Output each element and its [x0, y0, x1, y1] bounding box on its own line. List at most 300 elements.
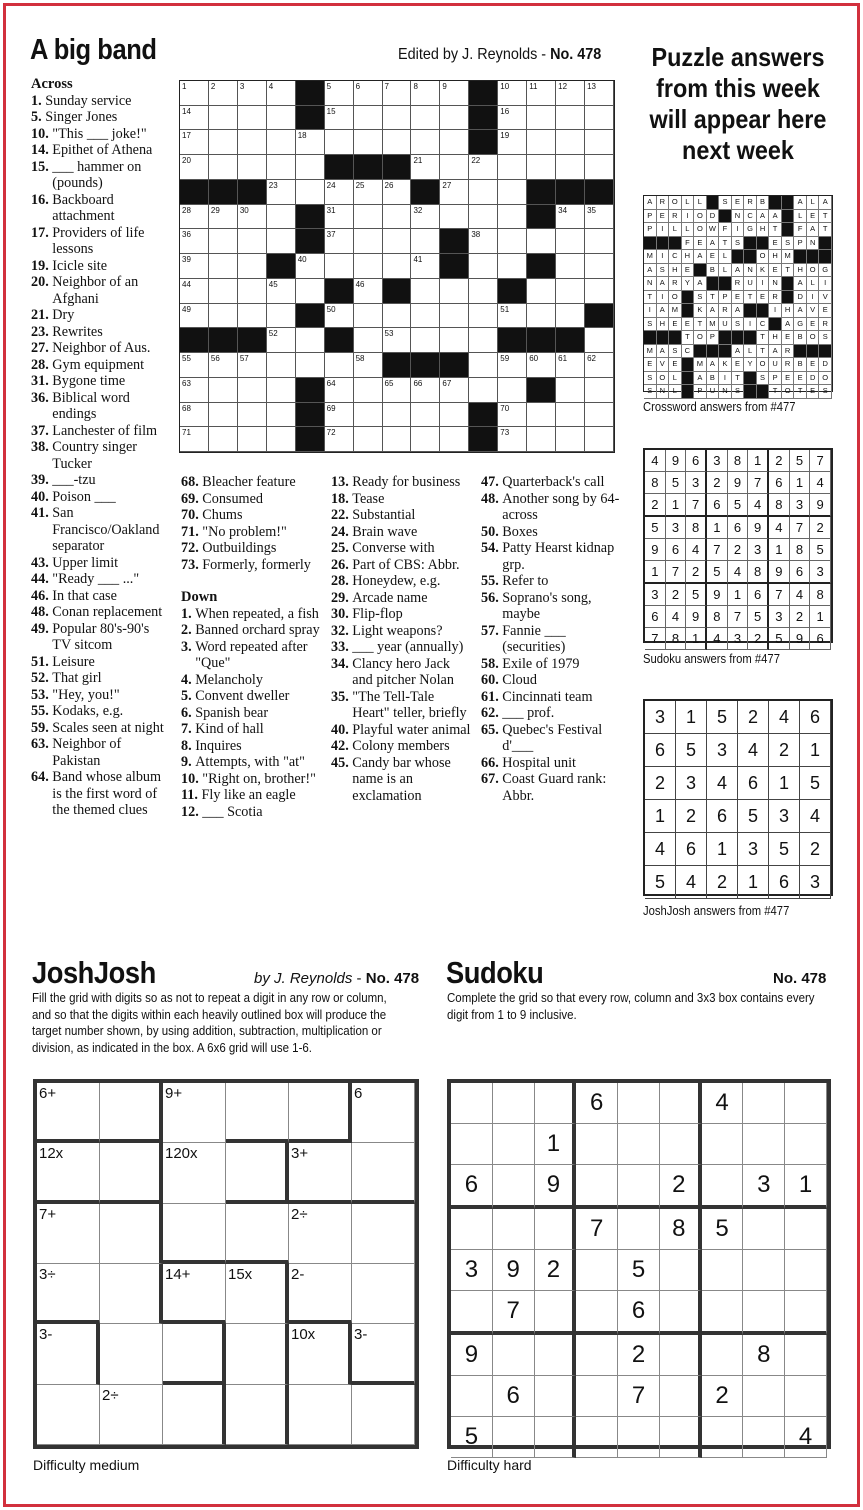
sudoku-cell[interactable]	[618, 1209, 660, 1250]
crossword-cell[interactable]	[325, 403, 354, 428]
crossword-cell[interactable]	[411, 106, 440, 131]
sudoku-cell[interactable]: 5	[618, 1250, 660, 1291]
joshjosh-cell[interactable]	[100, 1264, 163, 1324]
joshjosh-cell[interactable]	[289, 1385, 352, 1445]
crossword-cell[interactable]	[325, 304, 354, 329]
crossword-cell[interactable]	[209, 403, 238, 428]
crossword-cell[interactable]	[411, 279, 440, 304]
joshjosh-cell[interactable]	[37, 1083, 100, 1143]
crossword-cell[interactable]	[585, 81, 614, 106]
sudoku-cell[interactable]	[618, 1417, 660, 1458]
sudoku-cell[interactable]: 9	[535, 1165, 577, 1209]
crossword-cell[interactable]	[556, 279, 585, 304]
crossword-cell[interactable]	[498, 229, 527, 254]
crossword-cell[interactable]	[498, 180, 527, 205]
joshjosh-cell[interactable]	[289, 1324, 352, 1384]
crossword-cell[interactable]	[585, 427, 614, 452]
sudoku-cell[interactable]: 7	[618, 1376, 660, 1417]
sudoku-cell[interactable]: 8	[743, 1335, 785, 1376]
crossword-cell[interactable]	[411, 130, 440, 155]
joshjosh-cell[interactable]	[37, 1204, 100, 1264]
crossword-cell[interactable]	[585, 279, 614, 304]
crossword-cell[interactable]	[296, 328, 325, 353]
crossword-cell[interactable]	[354, 81, 383, 106]
crossword-cell[interactable]	[238, 130, 267, 155]
crossword-cell[interactable]	[383, 205, 412, 230]
crossword-cell[interactable]	[411, 304, 440, 329]
crossword-cell[interactable]	[209, 353, 238, 378]
crossword-cell[interactable]	[267, 229, 296, 254]
crossword-cell[interactable]	[267, 378, 296, 403]
sudoku-cell[interactable]	[743, 1376, 785, 1417]
sudoku-cell[interactable]: 4	[702, 1083, 744, 1124]
crossword-cell[interactable]	[354, 130, 383, 155]
crossword-cell[interactable]	[469, 155, 498, 180]
crossword-cell[interactable]	[209, 130, 238, 155]
crossword-cell[interactable]	[296, 353, 325, 378]
crossword-cell[interactable]	[527, 81, 556, 106]
crossword-cell[interactable]	[585, 328, 614, 353]
crossword-cell[interactable]	[469, 180, 498, 205]
crossword-cell[interactable]	[267, 353, 296, 378]
sudoku-cell[interactable]	[702, 1124, 744, 1165]
crossword-cell[interactable]	[527, 353, 556, 378]
crossword-cell[interactable]	[209, 304, 238, 329]
crossword-cell[interactable]	[440, 304, 469, 329]
crossword-cell[interactable]	[383, 403, 412, 428]
crossword-cell[interactable]	[440, 328, 469, 353]
joshjosh-cell[interactable]	[37, 1264, 100, 1324]
crossword-cell[interactable]	[556, 304, 585, 329]
crossword-cell[interactable]	[469, 229, 498, 254]
crossword-cell[interactable]	[354, 353, 383, 378]
sudoku-cell[interactable]	[702, 1165, 744, 1209]
sudoku-cell[interactable]	[660, 1291, 702, 1335]
crossword-cell[interactable]	[267, 279, 296, 304]
sudoku-cell[interactable]	[702, 1291, 744, 1335]
sudoku-cell[interactable]	[743, 1250, 785, 1291]
crossword-cell[interactable]	[556, 106, 585, 131]
sudoku-cell[interactable]: 8	[660, 1209, 702, 1250]
crossword-cell[interactable]	[383, 427, 412, 452]
crossword-cell[interactable]	[556, 81, 585, 106]
crossword-cell[interactable]	[180, 106, 209, 131]
joshjosh-cell[interactable]	[100, 1083, 163, 1143]
sudoku-cell[interactable]	[743, 1124, 785, 1165]
crossword-cell[interactable]	[238, 353, 267, 378]
sudoku-cell[interactable]	[785, 1376, 827, 1417]
crossword-cell[interactable]	[267, 106, 296, 131]
crossword-cell[interactable]	[209, 378, 238, 403]
crossword-cell[interactable]	[383, 378, 412, 403]
crossword-cell[interactable]	[267, 427, 296, 452]
crossword-cell[interactable]	[585, 205, 614, 230]
sudoku-cell[interactable]	[660, 1335, 702, 1376]
crossword-cell[interactable]	[180, 304, 209, 329]
crossword-cell[interactable]	[498, 427, 527, 452]
crossword-cell[interactable]	[469, 353, 498, 378]
crossword-cell[interactable]	[556, 353, 585, 378]
crossword-cell[interactable]	[411, 427, 440, 452]
sudoku-cell[interactable]	[535, 1376, 577, 1417]
crossword-cell[interactable]	[180, 229, 209, 254]
crossword-cell[interactable]	[556, 205, 585, 230]
crossword-cell[interactable]	[498, 403, 527, 428]
crossword-cell[interactable]	[383, 81, 412, 106]
crossword-cell[interactable]	[209, 81, 238, 106]
joshjosh-cell[interactable]	[226, 1324, 289, 1384]
joshjosh-cell[interactable]	[163, 1143, 226, 1203]
sudoku-cell[interactable]	[451, 1376, 493, 1417]
crossword-cell[interactable]	[498, 304, 527, 329]
crossword-cell[interactable]	[411, 378, 440, 403]
sudoku-cell[interactable]	[576, 1376, 618, 1417]
crossword-cell[interactable]	[209, 106, 238, 131]
crossword-cell[interactable]	[585, 353, 614, 378]
crossword-cell[interactable]	[469, 205, 498, 230]
crossword-cell[interactable]	[585, 403, 614, 428]
sudoku-cell[interactable]: 2	[660, 1165, 702, 1209]
sudoku-cell[interactable]	[576, 1165, 618, 1209]
crossword-cell[interactable]	[383, 180, 412, 205]
crossword-cell[interactable]	[354, 180, 383, 205]
joshjosh-grid[interactable]	[33, 1079, 419, 1449]
sudoku-cell[interactable]	[618, 1083, 660, 1124]
joshjosh-cell[interactable]	[163, 1083, 226, 1143]
crossword-cell[interactable]	[411, 403, 440, 428]
crossword-cell[interactable]	[383, 254, 412, 279]
sudoku-cell[interactable]	[743, 1291, 785, 1335]
crossword-cell[interactable]	[325, 130, 354, 155]
joshjosh-cell[interactable]	[352, 1083, 415, 1143]
crossword-cell[interactable]	[469, 328, 498, 353]
crossword-cell[interactable]	[238, 378, 267, 403]
sudoku-cell[interactable]	[451, 1291, 493, 1335]
crossword-cell[interactable]	[296, 254, 325, 279]
sudoku-cell[interactable]: 7	[576, 1209, 618, 1250]
sudoku-cell[interactable]	[660, 1124, 702, 1165]
crossword-cell[interactable]	[238, 155, 267, 180]
crossword-cell[interactable]	[527, 279, 556, 304]
sudoku-cell[interactable]	[493, 1124, 535, 1165]
crossword-cell[interactable]	[180, 427, 209, 452]
sudoku-cell[interactable]: 2	[618, 1335, 660, 1376]
sudoku-cell[interactable]	[785, 1335, 827, 1376]
joshjosh-cell[interactable]	[226, 1385, 289, 1445]
crossword-cell[interactable]	[180, 403, 209, 428]
crossword-cell[interactable]	[440, 427, 469, 452]
crossword-cell[interactable]	[354, 378, 383, 403]
crossword-cell[interactable]	[585, 130, 614, 155]
crossword-cell[interactable]	[383, 106, 412, 131]
crossword-cell[interactable]	[267, 130, 296, 155]
crossword-cell[interactable]	[238, 427, 267, 452]
crossword-cell[interactable]	[209, 254, 238, 279]
crossword-cell[interactable]	[527, 427, 556, 452]
sudoku-cell[interactable]	[660, 1250, 702, 1291]
sudoku-cell[interactable]	[785, 1250, 827, 1291]
crossword-cell[interactable]	[585, 378, 614, 403]
sudoku-cell[interactable]	[660, 1417, 702, 1458]
sudoku-cell[interactable]	[451, 1124, 493, 1165]
crossword-cell[interactable]	[238, 106, 267, 131]
crossword-cell[interactable]	[585, 229, 614, 254]
sudoku-cell[interactable]	[702, 1335, 744, 1376]
crossword-cell[interactable]	[209, 229, 238, 254]
joshjosh-cell[interactable]	[289, 1204, 352, 1264]
crossword-cell[interactable]	[383, 328, 412, 353]
sudoku-cell[interactable]: 4	[785, 1417, 827, 1458]
crossword-cell[interactable]	[440, 205, 469, 230]
sudoku-cell[interactable]	[785, 1209, 827, 1250]
crossword-grid[interactable]	[179, 80, 615, 453]
joshjosh-cell[interactable]	[352, 1385, 415, 1445]
crossword-cell[interactable]	[498, 106, 527, 131]
crossword-cell[interactable]	[383, 229, 412, 254]
crossword-cell[interactable]	[354, 328, 383, 353]
crossword-cell[interactable]	[238, 279, 267, 304]
crossword-cell[interactable]	[498, 81, 527, 106]
crossword-cell[interactable]	[498, 353, 527, 378]
sudoku-cell[interactable]	[618, 1124, 660, 1165]
crossword-cell[interactable]	[469, 304, 498, 329]
sudoku-cell[interactable]	[535, 1083, 577, 1124]
sudoku-cell[interactable]	[743, 1083, 785, 1124]
sudoku-cell[interactable]: 5	[702, 1209, 744, 1250]
sudoku-cell[interactable]	[493, 1165, 535, 1209]
sudoku-cell[interactable]	[702, 1250, 744, 1291]
crossword-cell[interactable]	[585, 155, 614, 180]
crossword-cell[interactable]	[498, 205, 527, 230]
sudoku-cell[interactable]	[576, 1291, 618, 1335]
crossword-cell[interactable]	[325, 205, 354, 230]
sudoku-grid[interactable]	[447, 1079, 831, 1449]
crossword-cell[interactable]	[180, 130, 209, 155]
crossword-cell[interactable]	[383, 130, 412, 155]
crossword-cell[interactable]	[469, 378, 498, 403]
crossword-cell[interactable]	[498, 254, 527, 279]
sudoku-cell[interactable]: 5	[451, 1417, 493, 1458]
crossword-cell[interactable]	[585, 254, 614, 279]
crossword-cell[interactable]	[325, 180, 354, 205]
crossword-cell[interactable]	[354, 205, 383, 230]
joshjosh-cell[interactable]	[352, 1143, 415, 1203]
crossword-cell[interactable]	[556, 378, 585, 403]
sudoku-cell[interactable]: 6	[493, 1376, 535, 1417]
joshjosh-cell[interactable]	[37, 1385, 100, 1445]
joshjosh-cell[interactable]	[100, 1385, 163, 1445]
crossword-cell[interactable]	[440, 378, 469, 403]
crossword-cell[interactable]	[354, 403, 383, 428]
crossword-cell[interactable]	[411, 254, 440, 279]
crossword-cell[interactable]	[556, 403, 585, 428]
crossword-cell[interactable]	[527, 403, 556, 428]
sudoku-cell[interactable]: 1	[535, 1124, 577, 1165]
sudoku-cell[interactable]	[660, 1083, 702, 1124]
crossword-cell[interactable]	[440, 130, 469, 155]
sudoku-cell[interactable]	[493, 1417, 535, 1458]
joshjosh-cell[interactable]	[289, 1264, 352, 1324]
sudoku-cell[interactable]	[576, 1124, 618, 1165]
sudoku-cell[interactable]	[785, 1291, 827, 1335]
crossword-cell[interactable]	[440, 106, 469, 131]
crossword-cell[interactable]	[440, 81, 469, 106]
sudoku-cell[interactable]	[535, 1209, 577, 1250]
sudoku-cell[interactable]	[493, 1335, 535, 1376]
crossword-cell[interactable]	[440, 279, 469, 304]
crossword-cell[interactable]	[267, 403, 296, 428]
crossword-cell[interactable]	[180, 254, 209, 279]
crossword-cell[interactable]	[267, 180, 296, 205]
crossword-cell[interactable]	[209, 155, 238, 180]
crossword-cell[interactable]	[238, 81, 267, 106]
crossword-cell[interactable]	[527, 130, 556, 155]
crossword-cell[interactable]	[238, 254, 267, 279]
sudoku-cell[interactable]	[535, 1291, 577, 1335]
joshjosh-cell[interactable]	[226, 1204, 289, 1264]
sudoku-cell[interactable]	[576, 1335, 618, 1376]
crossword-cell[interactable]	[411, 328, 440, 353]
sudoku-cell[interactable]: 7	[493, 1291, 535, 1335]
joshjosh-cell[interactable]	[100, 1204, 163, 1264]
crossword-cell[interactable]	[556, 254, 585, 279]
joshjosh-cell[interactable]	[163, 1264, 226, 1324]
joshjosh-cell[interactable]	[352, 1264, 415, 1324]
crossword-cell[interactable]	[527, 106, 556, 131]
joshjosh-cell[interactable]	[37, 1324, 100, 1384]
crossword-cell[interactable]	[527, 304, 556, 329]
sudoku-cell[interactable]	[618, 1165, 660, 1209]
joshjosh-cell[interactable]	[352, 1204, 415, 1264]
sudoku-cell[interactable]: 3	[451, 1250, 493, 1291]
crossword-cell[interactable]	[180, 205, 209, 230]
crossword-cell[interactable]	[325, 353, 354, 378]
joshjosh-cell[interactable]	[100, 1143, 163, 1203]
sudoku-cell[interactable]	[576, 1250, 618, 1291]
crossword-cell[interactable]	[209, 427, 238, 452]
crossword-cell[interactable]	[267, 205, 296, 230]
sudoku-cell[interactable]: 1	[785, 1165, 827, 1209]
sudoku-cell[interactable]: 9	[493, 1250, 535, 1291]
joshjosh-cell[interactable]	[37, 1143, 100, 1203]
sudoku-cell[interactable]	[493, 1083, 535, 1124]
crossword-cell[interactable]	[238, 205, 267, 230]
crossword-cell[interactable]	[411, 81, 440, 106]
joshjosh-cell[interactable]	[163, 1324, 226, 1384]
sudoku-cell[interactable]	[743, 1209, 785, 1250]
sudoku-cell[interactable]: 6	[451, 1165, 493, 1209]
crossword-cell[interactable]	[440, 155, 469, 180]
joshjosh-cell[interactable]	[100, 1324, 163, 1384]
joshjosh-cell[interactable]	[289, 1083, 352, 1143]
crossword-cell[interactable]	[267, 304, 296, 329]
crossword-cell[interactable]	[325, 378, 354, 403]
crossword-cell[interactable]	[556, 130, 585, 155]
crossword-cell[interactable]	[325, 229, 354, 254]
crossword-cell[interactable]	[325, 254, 354, 279]
crossword-cell[interactable]	[383, 304, 412, 329]
crossword-cell[interactable]	[556, 155, 585, 180]
sudoku-cell[interactable]	[493, 1209, 535, 1250]
crossword-cell[interactable]	[411, 229, 440, 254]
crossword-cell[interactable]	[354, 229, 383, 254]
crossword-cell[interactable]	[354, 304, 383, 329]
crossword-cell[interactable]	[354, 106, 383, 131]
joshjosh-cell[interactable]	[352, 1324, 415, 1384]
crossword-cell[interactable]	[498, 378, 527, 403]
sudoku-cell[interactable]: 3	[743, 1165, 785, 1209]
crossword-cell[interactable]	[325, 427, 354, 452]
crossword-cell[interactable]	[498, 130, 527, 155]
crossword-cell[interactable]	[238, 304, 267, 329]
crossword-cell[interactable]	[469, 254, 498, 279]
crossword-cell[interactable]	[325, 106, 354, 131]
crossword-cell[interactable]	[527, 229, 556, 254]
crossword-cell[interactable]	[556, 427, 585, 452]
crossword-cell[interactable]	[267, 328, 296, 353]
crossword-cell[interactable]	[209, 205, 238, 230]
sudoku-cell[interactable]	[743, 1417, 785, 1458]
joshjosh-cell[interactable]	[163, 1204, 226, 1264]
joshjosh-cell[interactable]	[289, 1143, 352, 1203]
crossword-cell[interactable]	[209, 279, 238, 304]
sudoku-cell[interactable]	[785, 1083, 827, 1124]
crossword-cell[interactable]	[296, 155, 325, 180]
crossword-cell[interactable]	[325, 81, 354, 106]
crossword-cell[interactable]	[238, 229, 267, 254]
crossword-cell[interactable]	[354, 254, 383, 279]
crossword-cell[interactable]	[238, 403, 267, 428]
sudoku-cell[interactable]: 2	[535, 1250, 577, 1291]
crossword-cell[interactable]	[585, 106, 614, 131]
sudoku-cell[interactable]	[660, 1376, 702, 1417]
sudoku-cell[interactable]	[451, 1209, 493, 1250]
crossword-cell[interactable]	[180, 81, 209, 106]
crossword-cell[interactable]	[411, 205, 440, 230]
sudoku-cell[interactable]: 6	[576, 1083, 618, 1124]
sudoku-cell[interactable]: 9	[451, 1335, 493, 1376]
crossword-cell[interactable]	[440, 180, 469, 205]
sudoku-cell[interactable]	[576, 1417, 618, 1458]
crossword-cell[interactable]	[180, 378, 209, 403]
crossword-cell[interactable]	[180, 155, 209, 180]
joshjosh-cell[interactable]	[163, 1385, 226, 1445]
crossword-cell[interactable]	[498, 155, 527, 180]
crossword-cell[interactable]	[296, 180, 325, 205]
crossword-cell[interactable]	[180, 353, 209, 378]
crossword-cell[interactable]	[354, 279, 383, 304]
sudoku-cell[interactable]: 6	[618, 1291, 660, 1335]
crossword-cell[interactable]	[556, 229, 585, 254]
joshjosh-cell[interactable]	[226, 1083, 289, 1143]
crossword-cell[interactable]	[440, 403, 469, 428]
crossword-cell[interactable]	[469, 279, 498, 304]
sudoku-cell[interactable]	[785, 1124, 827, 1165]
crossword-cell[interactable]	[527, 155, 556, 180]
crossword-cell[interactable]	[296, 279, 325, 304]
sudoku-cell[interactable]: 2	[702, 1376, 744, 1417]
sudoku-cell[interactable]	[535, 1335, 577, 1376]
crossword-cell[interactable]	[411, 155, 440, 180]
crossword-cell[interactable]	[296, 130, 325, 155]
sudoku-cell[interactable]	[451, 1083, 493, 1124]
joshjosh-cell[interactable]	[226, 1264, 289, 1324]
crossword-cell[interactable]	[267, 81, 296, 106]
sudoku-cell[interactable]	[702, 1417, 744, 1458]
joshjosh-cell[interactable]	[226, 1143, 289, 1203]
crossword-cell[interactable]	[180, 279, 209, 304]
crossword-cell[interactable]	[354, 427, 383, 452]
